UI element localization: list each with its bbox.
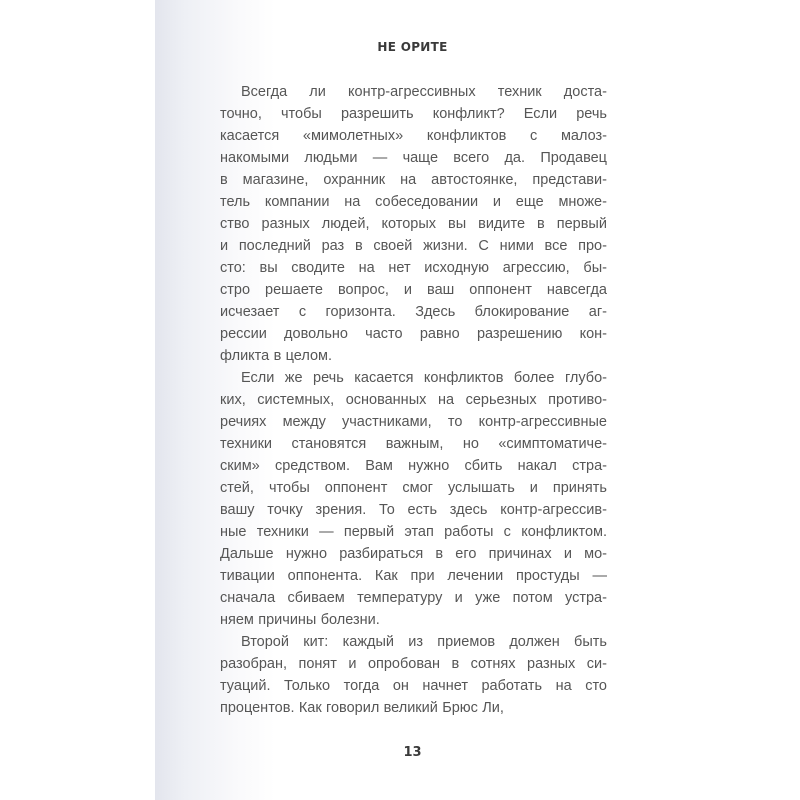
running-header-title: НЕ ОРИТЕ (377, 40, 448, 54)
text-line (220, 367, 607, 389)
word: речь (313, 370, 344, 386)
text-line (220, 169, 607, 191)
word: «мимолетных» (302, 128, 404, 144)
word: стро (220, 282, 251, 298)
word: на (555, 678, 572, 694)
text-line (220, 653, 607, 675)
word: Если (523, 106, 558, 122)
word: рессии (220, 326, 267, 342)
word: решаете (265, 282, 323, 298)
word: в (451, 656, 460, 672)
word: на (344, 194, 361, 210)
word: речиях (220, 414, 267, 430)
word: каждый (342, 634, 395, 650)
word: нужно (408, 458, 450, 474)
word: То (379, 502, 395, 518)
word: но (462, 436, 479, 452)
word: конфликтов (426, 128, 507, 144)
word: ные (220, 524, 247, 540)
word: конфликт? (432, 106, 505, 122)
word: исчезает (220, 304, 280, 320)
text-line (220, 81, 607, 103)
word: техники (256, 524, 309, 540)
word: доста- (563, 84, 607, 100)
word: агрессию, (502, 260, 570, 276)
word: в (537, 216, 545, 232)
word: то (447, 414, 463, 430)
word: горизонта. (325, 304, 396, 320)
word: няем (220, 612, 254, 628)
word: охранник (323, 172, 386, 188)
word: компании (264, 194, 330, 210)
word: оппонента. (287, 568, 363, 584)
word: разобран, (220, 656, 287, 672)
word: ними (499, 238, 534, 254)
word: сводите (291, 260, 345, 276)
word: в (435, 546, 444, 562)
word: сотнях (470, 656, 516, 672)
word: С (478, 238, 489, 254)
word: температуру (357, 590, 443, 606)
word: довольно (284, 326, 348, 342)
word: представи- (532, 172, 607, 188)
word: контр-агрессив- (500, 502, 607, 518)
word: все (544, 238, 568, 254)
word: которых (381, 216, 436, 232)
word: вашу (220, 502, 255, 518)
word: услышать (447, 480, 515, 496)
word: вы (448, 216, 467, 232)
word: чтобы (281, 106, 322, 122)
word: он (392, 678, 409, 694)
word: про- (578, 238, 607, 254)
word: процентов. (220, 700, 295, 716)
word: и (348, 656, 357, 672)
word: системных, (257, 392, 335, 408)
word: здесь (449, 502, 488, 518)
word: ство (220, 216, 250, 232)
text-line (220, 543, 607, 565)
word: противо- (548, 392, 607, 408)
word: накомыми (220, 150, 290, 166)
word: причины (258, 612, 317, 628)
word: более (513, 370, 555, 386)
word: работать (481, 678, 543, 694)
word: и (454, 590, 463, 606)
word: с (298, 304, 307, 320)
word: на (400, 172, 417, 188)
word: устра- (565, 590, 607, 606)
word: средством. (274, 458, 350, 474)
word: автостоянке, (431, 172, 518, 188)
paragraph (220, 81, 607, 367)
text-line (220, 675, 607, 697)
word: кит: (303, 634, 329, 650)
text-line (220, 389, 607, 411)
word: с (503, 524, 511, 540)
word: навсегда (546, 282, 607, 298)
word: при (410, 568, 435, 584)
word: оппонент (324, 480, 388, 496)
text-line (220, 609, 607, 631)
text-line (220, 697, 607, 719)
page-number: 13 (403, 745, 422, 760)
word: фликта (220, 348, 270, 364)
word: собеседовании (375, 194, 479, 210)
word: с (530, 128, 538, 144)
word: основанных (345, 392, 427, 408)
word: бы- (583, 260, 607, 276)
word: и (529, 480, 538, 496)
text-line (220, 125, 607, 147)
word: тивации (220, 568, 275, 584)
word: раз (321, 238, 345, 254)
word: Дальше (220, 546, 274, 562)
word: множе- (558, 194, 607, 210)
word: чаще (402, 150, 439, 166)
word: последний (238, 238, 311, 254)
text-line (220, 279, 607, 301)
word: «симптоматиче- (498, 436, 607, 452)
word: быть (574, 634, 607, 650)
word: опробован (367, 656, 440, 672)
word: разрешить (340, 106, 414, 122)
word: зрения. (315, 502, 367, 518)
word: в (273, 348, 282, 364)
word: жизни. (423, 238, 468, 254)
word: конфликтов (423, 370, 504, 386)
word: ких, (220, 392, 246, 408)
word: лечении (447, 568, 504, 584)
word: смог (402, 480, 433, 496)
text-line (220, 213, 607, 235)
word: становятся (291, 436, 367, 452)
text-line (220, 345, 607, 367)
word: простуды (516, 568, 580, 584)
word: в (220, 172, 228, 188)
text-line (220, 455, 607, 477)
word: видите (478, 216, 526, 232)
word: Если (241, 370, 275, 386)
word: из (408, 634, 424, 650)
word: и (492, 194, 502, 210)
word: блокирование (474, 304, 570, 320)
word: — (372, 150, 388, 166)
word: касается (220, 128, 280, 144)
word: тогда (343, 678, 380, 694)
word: исходную (424, 260, 490, 276)
text-line (220, 235, 607, 257)
word: конфликтом. (521, 524, 607, 540)
word: да. (504, 150, 526, 166)
word: людей, (321, 216, 370, 232)
word: точку (267, 502, 303, 518)
word: сто: (220, 260, 246, 276)
text-line (220, 587, 607, 609)
word: глубо- (564, 370, 607, 386)
word: принять (552, 480, 607, 496)
word: всего (453, 150, 490, 166)
word: участниками, (342, 414, 432, 430)
word: вы (259, 260, 278, 276)
text-line (220, 147, 607, 169)
word: оппонент (469, 282, 532, 298)
word: касается (354, 370, 414, 386)
word: Как (374, 568, 398, 584)
word: первый (343, 524, 395, 540)
word: разрешению (476, 326, 563, 342)
word: сначала (220, 590, 276, 606)
word: уже (475, 590, 501, 606)
word: вопрос, (338, 282, 389, 298)
word: на (358, 260, 375, 276)
word: потом (512, 590, 553, 606)
word: разбираться (339, 546, 424, 562)
word: говорил (326, 700, 380, 716)
word: аг- (588, 304, 607, 320)
word: сто (585, 678, 607, 694)
word: еще (515, 194, 544, 210)
word: чтобы (268, 480, 310, 496)
word: си- (586, 656, 607, 672)
word: приемов (437, 634, 496, 650)
word: на (437, 392, 455, 408)
word: между (282, 414, 326, 430)
word: — (592, 568, 607, 584)
text-line (220, 521, 607, 543)
text-line (220, 565, 607, 587)
word: накал (517, 458, 557, 474)
book-page (155, 0, 800, 800)
word: разных (527, 656, 576, 672)
word: его (455, 546, 477, 562)
word: важным, (385, 436, 444, 452)
word: серьезных (465, 392, 537, 408)
word: техники (220, 436, 273, 452)
word: нет (388, 260, 411, 276)
word: малоз- (560, 128, 607, 144)
word: мо- (584, 546, 607, 562)
word: Ли, (482, 700, 504, 716)
word: первый (556, 216, 607, 232)
word: сбиваем (287, 590, 345, 606)
word: ли (309, 84, 326, 100)
word: контр-агрессивные (478, 414, 607, 430)
word: речь (576, 106, 607, 122)
word: ваш (427, 282, 455, 298)
word: и (563, 546, 572, 562)
word: этап (404, 524, 434, 540)
word: Только (284, 678, 331, 694)
word: в (354, 238, 363, 254)
word: есть (407, 502, 438, 518)
word: разных (261, 216, 310, 232)
word: сбить (464, 458, 503, 474)
word: должен (509, 634, 560, 650)
paragraph (220, 367, 607, 631)
text-line (220, 191, 607, 213)
word: тель (220, 194, 251, 210)
text-line (220, 301, 607, 323)
text-line (220, 323, 607, 345)
text-line (220, 499, 607, 521)
word: — (319, 524, 334, 540)
word: контр-агрессивных (348, 84, 476, 100)
text-line (220, 433, 607, 455)
word: Брюс (442, 700, 478, 716)
word: точно, (220, 106, 262, 122)
word: людьми (304, 150, 358, 166)
text-line (220, 631, 607, 653)
word: Продавец (540, 150, 607, 166)
word: начнет (422, 678, 468, 694)
word: великий (383, 700, 438, 716)
text-line (220, 411, 607, 433)
word: часто (365, 326, 403, 342)
word: техник (497, 84, 542, 100)
word: нужно (285, 546, 328, 562)
word: Вам (365, 458, 393, 474)
word: Второй (241, 634, 289, 650)
word: болезни. (320, 612, 380, 628)
word: причинах (488, 546, 552, 562)
word: туаций. (220, 678, 271, 694)
word: Как (298, 700, 322, 716)
word: магазине, (242, 172, 309, 188)
word: Всегда (241, 84, 288, 100)
word: стра- (572, 458, 607, 474)
word: и (220, 238, 229, 254)
word: ским» (220, 458, 260, 474)
text-line (220, 257, 607, 279)
page-body-text (220, 81, 607, 719)
word: Здесь (415, 304, 456, 320)
word: целом. (285, 348, 333, 364)
text-line (220, 103, 607, 125)
word: кон- (579, 326, 607, 342)
word: равно (419, 326, 460, 342)
word: стей, (220, 480, 254, 496)
text-line (220, 477, 607, 499)
word: работы (444, 524, 494, 540)
word: понят (298, 656, 337, 672)
paragraph (220, 631, 607, 719)
word: и (403, 282, 413, 298)
word: своей (373, 238, 413, 254)
word: же (284, 370, 303, 386)
